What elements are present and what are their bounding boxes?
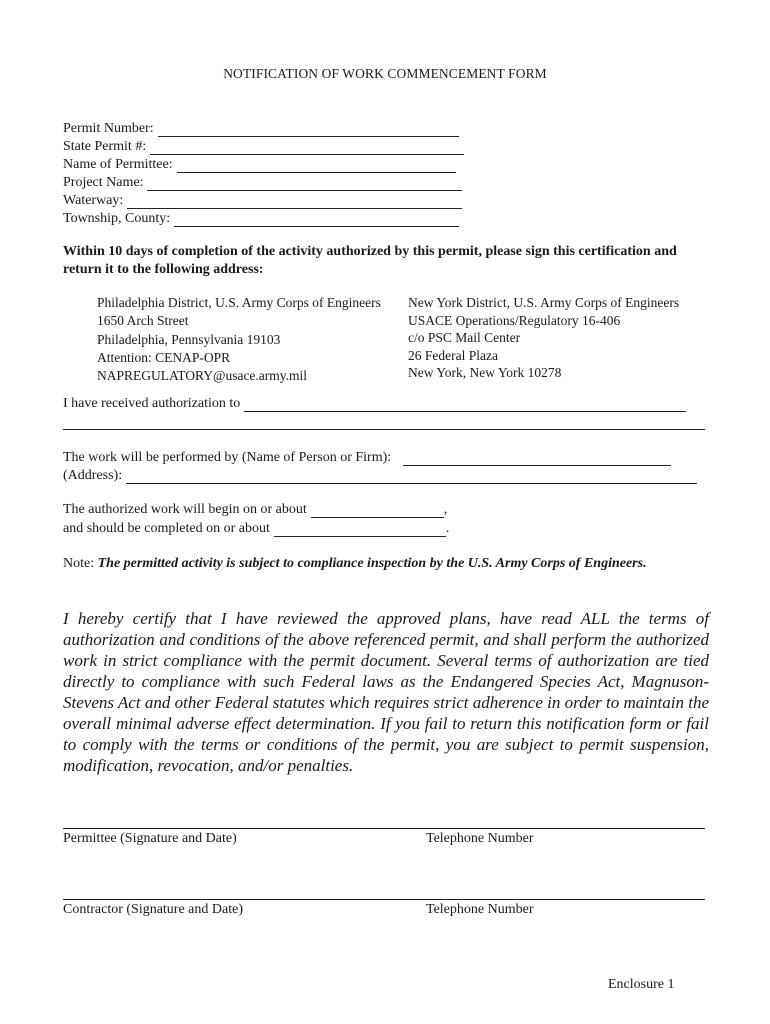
- permit-number-field[interactable]: [158, 123, 459, 137]
- performer-row: [63, 450, 671, 466]
- newyork-address-line: USACE Operations/Regulatory 16-406: [408, 312, 621, 328]
- contractor-telephone-label: Telephone Number: [426, 902, 534, 917]
- performer-name-field[interactable]: [403, 452, 671, 466]
- return-instruction: Within 10 days of completion of the activity authorized by this permit, please sign this certification and return it to the following address:: [63, 244, 677, 277]
- performer-label: The work will be performed by (Name of Person or Firm):: [63, 450, 392, 465]
- end-date-row: [63, 521, 449, 537]
- permittee-signature-line[interactable]: [63, 828, 705, 829]
- newyork-address: [408, 294, 679, 382]
- authorization-row: [63, 396, 686, 412]
- newyork-address-line: New York District, U.S. Army Corps of Engineers: [408, 295, 680, 310]
- philadelphia-email[interactable]: NAPREGULATORY@usace.army.mil: [97, 368, 308, 383]
- compliance-note: [63, 556, 647, 572]
- philadelphia-address-line: Philadelphia, Pennsylvania 19103: [97, 332, 281, 347]
- performer-address-row: [63, 468, 697, 484]
- township-county-field[interactable]: [174, 213, 459, 227]
- note-prefix: Note:: [63, 556, 95, 571]
- end-date-label: and should be completed on or about: [63, 521, 270, 536]
- page-title: NOTIFICATION OF WORK COMMENCEMENT FORM: [223, 66, 547, 81]
- performer-address-field[interactable]: [126, 470, 697, 484]
- permittee-telephone-label: Telephone Number: [426, 831, 534, 846]
- authorization-field[interactable]: [244, 398, 686, 412]
- authorization-field-continued[interactable]: [63, 429, 705, 430]
- waterway-label: Waterway:: [63, 193, 124, 208]
- begin-date-row: [63, 502, 447, 518]
- contractor-signature-label: Contractor (Signature and Date): [63, 902, 243, 917]
- township-county-label: Township, County:: [63, 211, 171, 226]
- philadelphia-address-line: Philadelphia District, U.S. Army Corps of Engineers: [97, 295, 381, 310]
- permit-number-label: Permit Number:: [63, 121, 154, 136]
- permittee-name-label: Name of Permittee:: [63, 157, 173, 172]
- project-name-label: Project Name:: [63, 175, 144, 190]
- state-permit-row: [63, 137, 464, 155]
- newyork-address-line: 26 Federal Plaza: [408, 347, 498, 363]
- philadelphia-address-line: 1650 Arch Street: [97, 312, 189, 328]
- note-text: The permitted activity is subject to compliance inspection by the U.S. Army Corps of Engineers.: [97, 556, 647, 571]
- permittee-signature-label: Permittee (Signature and Date): [63, 831, 237, 846]
- performer-address-label: (Address):: [63, 468, 123, 483]
- waterway-field[interactable]: [127, 195, 462, 209]
- authorization-label: I have received authorization to: [63, 396, 241, 411]
- project-name-row: [63, 173, 462, 191]
- permittee-name-field[interactable]: [177, 159, 456, 173]
- philadelphia-address: [97, 294, 381, 385]
- state-permit-field[interactable]: [150, 141, 464, 155]
- state-permit-label: State Permit #:: [63, 139, 147, 154]
- permit-number-row: [63, 119, 459, 137]
- township-county-row: [63, 209, 459, 227]
- begin-date-comma: ,: [443, 502, 448, 517]
- philadelphia-address-line: Attention: CENAP-OPR: [97, 349, 231, 365]
- begin-date-label: The authorized work will begin on or about: [63, 502, 307, 517]
- newyork-address-line: c/o PSC Mail Center: [408, 330, 521, 345]
- end-date-field[interactable]: [274, 523, 446, 537]
- certification-statement: I hereby certify that I have reviewed the approved plans, have read ALL the terms of authorization and conditions of the above referenced permit, and shall perform the authorized work in strict compliance with the permit document. Several terms of authorization are tied directly to compliance with such Federal laws as the Endangered Species Act, Magnuson-Stevens Act and other Federal statutes which requires strict adherence in order to maintain the overall minimal adverse effect determination. If you fail to return this notification form or fail to comply with the terms or conditions of the permit, you are subject to permit suspension, modification, revocation, and/or penalties.: [63, 609, 709, 775]
- permittee-name-row: [63, 155, 456, 173]
- contractor-signature-line[interactable]: [63, 899, 705, 900]
- begin-date-field[interactable]: [311, 504, 444, 518]
- enclosure-label: Enclosure 1: [608, 977, 675, 992]
- waterway-row: [63, 191, 462, 209]
- newyork-address-line: New York, New York 10278: [408, 365, 562, 380]
- project-name-field[interactable]: [147, 177, 462, 191]
- end-date-period: .: [445, 521, 450, 536]
